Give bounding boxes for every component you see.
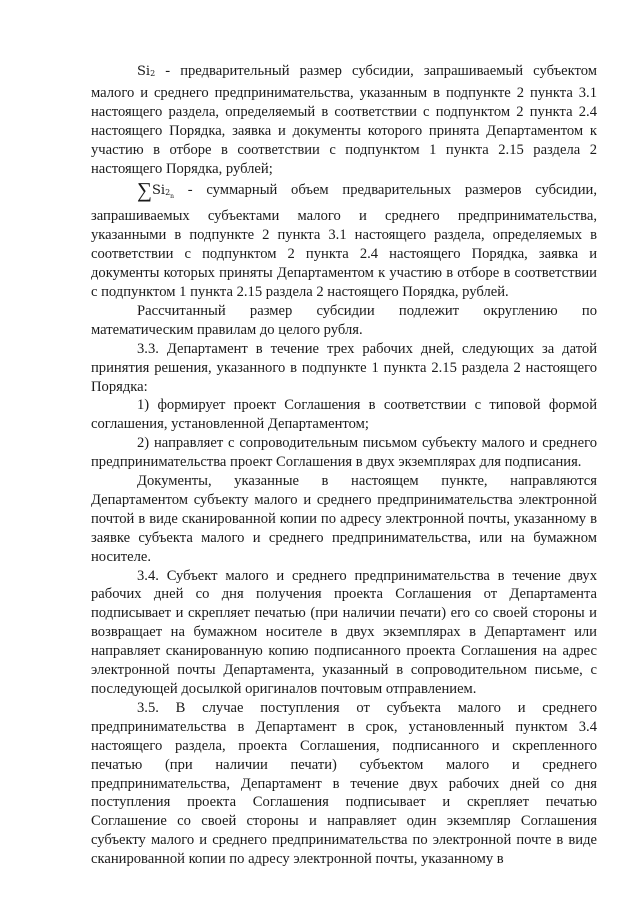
paragraph-3-4: 3.4. Субъект малого и среднего предпринимательства в течение двух рабочих дней со дня получения проекта Соглашения от Департамента подписывает и скрепляет печатью (при наличии печати) его со своей стороны и возвращает на бумажном носителе в двух экземплярах в Департамент или направляет сканированную копию подписанного проекта Соглашения на адрес электронной почты Департамента, указанный в сопроводительном письме, с последующей досылкой оригиналов почтовым отправлением.: [91, 567, 597, 697]
paragraph-item-2: 2) направляет с сопроводительным письмом субъекту малого и среднего предпринимательства проект Соглашения в двух экземплярах для подписания.: [91, 435, 597, 471]
symbol-subscript: 2: [150, 69, 156, 78]
sum-symbol: ∑: [137, 178, 152, 203]
paragraph-documents: Документы, указанные в настоящем пункте, направляются Департаментом субъекту малого и среднего предпринимательства электронной почтой в виде сканированной копии по адресу электронной почты, указанному в заявке субъекта малого и среднего предпринимательства, или на бумажном носителе.: [91, 473, 597, 565]
symbol-base: Si: [151, 183, 166, 199]
symbol-subscript-n: n: [170, 193, 175, 201]
paragraph-3-3: 3.3. Департамент в течение трех рабочих дней, следующих за датой принятия решения, указанного в подпункте 1 пункта 2.15 раздела 2 настоящего Порядка:: [91, 340, 597, 395]
paragraph-rounding: Рассчитанный размер субсидии подлежит округлению по математическим правилам до целого рубля.: [91, 302, 597, 338]
symbol-si2n: [151, 183, 175, 201]
definition-si2: [91, 62, 597, 178]
definition-si2-text: - предварительный размер субсидии, запрашиваемый субъектом малого и среднего предпринимательства, указанным в подпункте 2 пункта 3.1 настоящего раздела, определяемый в соответствии с подпунктом 2 пункта 2.4 настоящего Порядка, заявка и документы которого принята Департаментом к участию в отборе в соответствии с подпунктом 1 пункта 2.15 раздела 2 настоящего Порядка, рублей;: [91, 63, 597, 177]
paragraph-3-5: 3.5. В случае поступления от субъекта малого и среднего предпринимательства в Департамент в срок, установленный пунктом 3.4 настоящего раздела, проекта Соглашения, подписанного и скрепленного печатью (при наличии печати) субъектом малого и среднего предпринимательства, Департамент в течение двух рабочих дней со дня поступления проекта Соглашения подписывает и скрепляет печатью Соглашение со своей стороны и направляет один экземпляр Соглашения субъекту малого и среднего предпринимательства по электронной почте в виде сканированной копии по адресу электронной почты, указанному в: [91, 699, 597, 868]
symbol-si2: [137, 64, 155, 79]
definition-sum-text: - суммарный объем предварительных размеров субсидии, запрашиваемых субъектами малого и среднего предпринимательства, указанными в подпункте 2 пункта 3.1 настоящего раздела, определяемых в соответствии с подпунктом 2 пункта 2.4 настоящего Порядка, заявка и документы которых приняты Департаментом к участию в отборе в соответствии с подпунктом 1 пункта 2.15 раздела 2 настоящего Порядка, рублей.: [91, 182, 597, 300]
definition-sum-si2n: [91, 178, 597, 301]
document-page: [91, 62, 597, 869]
symbol-base: Si: [137, 64, 151, 79]
symbol-subscript: 2: [165, 188, 171, 198]
paragraph-item-1: 1) формирует проект Соглашения в соответствии с типовой формой соглашения, установленной Департаментом;: [91, 397, 597, 433]
